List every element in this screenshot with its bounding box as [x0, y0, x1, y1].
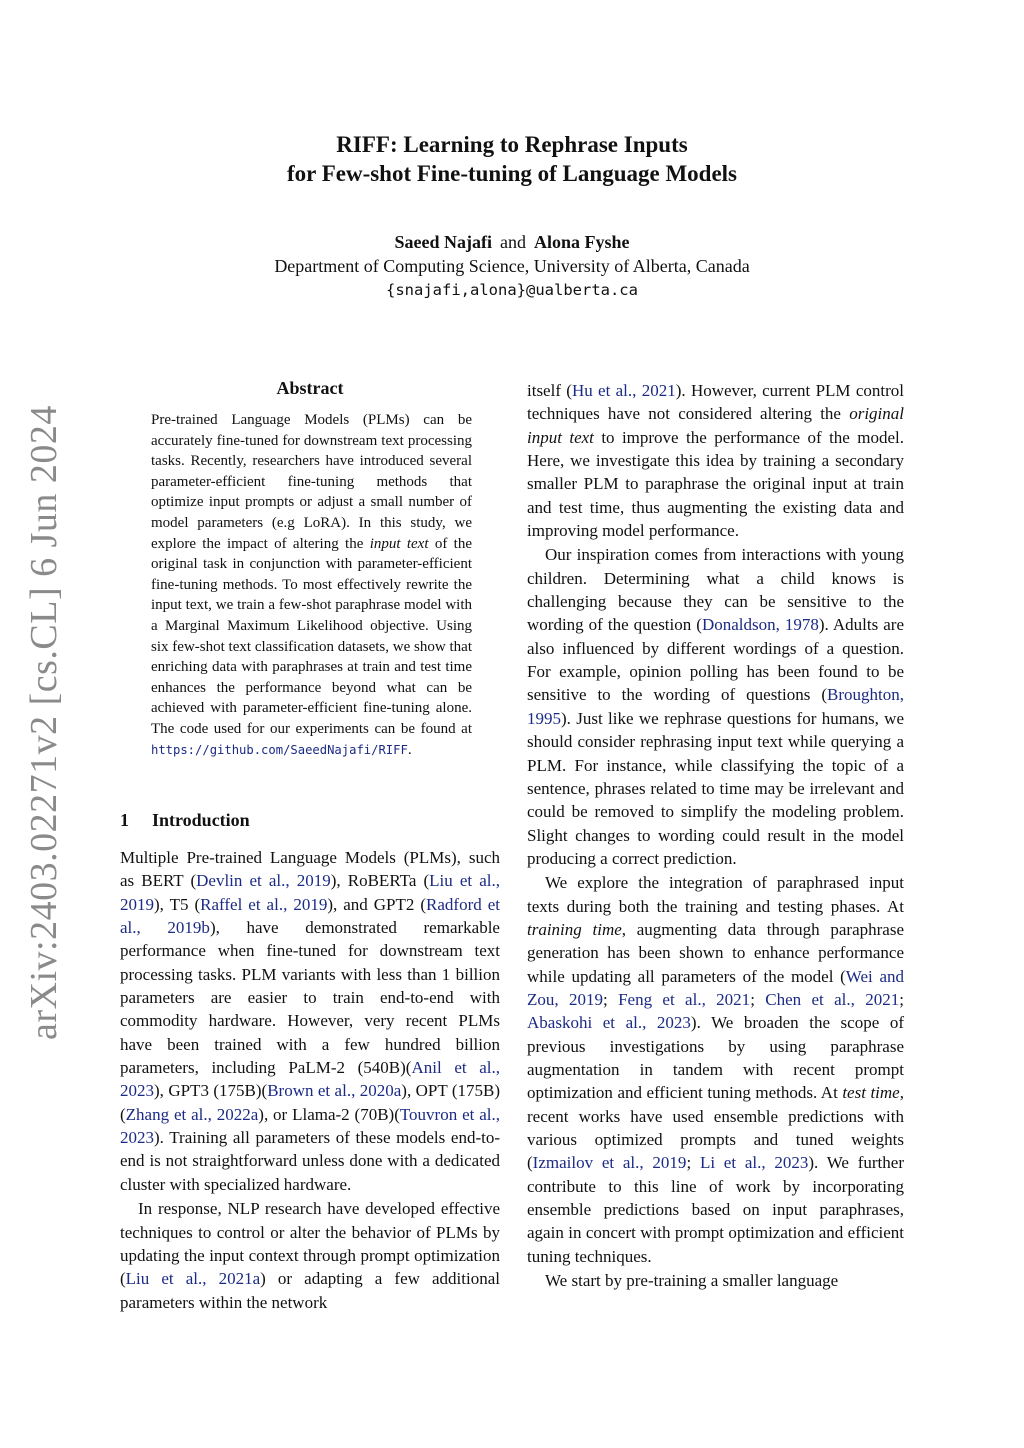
- section-heading: [120, 810, 250, 831]
- author-block: [0, 230, 1024, 302]
- citation-link[interactable]: Zhang et al., 2022a: [125, 1104, 259, 1124]
- citation-link[interactable]: Brown et al., 2020a: [267, 1081, 402, 1101]
- arxiv-identifier: arXiv:2403.02271v2 [cs.CL] 6 Jun 2024: [23, 405, 65, 1040]
- citation-link[interactable]: Feng et al., 2021: [618, 989, 751, 1009]
- paragraph: itself (Hu et al., 2021). However, current PLM control techniques have not considered altering the original input text to improve the performance of the model. Here, we investigate this idea by training a secondary smaller PLM to paraphrase the original input at train and test time, thus augmenting the existing data and improving model performance.: [527, 381, 904, 541]
- paragraph: Multiple Pre-trained Language Models (PLMs), such as BERT (Devlin et al., 2019), RoBERTa (Liu et al., 2019), T5 (Raffel et al., 2019), and GPT2 (Radford et al., 2019b), have demonstrated remarkable performance when fine-tuned for downstream text processing tasks. PLM variants with less than 1 billion parameters are easier to train end-to-end with commodity hardware. However, very recent PLMs have been trained with a few hundred billion parameters, including PaLM-2 (540B)(Anil et al., 2023), GPT3 (175B)(Brown et al., 2020a), OPT (175B)(Zhang et al., 2022a), or Llama-2 (70B)(Touvron et al., 2023). Training all parameters of these models end-to-end is not straightforward unless done with a dedicated cluster with specialized hardware.: [120, 848, 501, 1194]
- right-column: [527, 379, 904, 1292]
- citation-link[interactable]: Donaldson, 1978: [701, 615, 819, 635]
- paper-title: [0, 130, 1024, 188]
- author-emails: {snajafi,alona}@ualberta.ca: [386, 281, 638, 299]
- citation-link[interactable]: Radford et al., 2019b: [120, 894, 500, 938]
- title-line-2: for Few-shot Fine-tuning of Language Models: [287, 161, 737, 186]
- affiliation: Department of Computing Science, University of Alberta, Canada: [274, 256, 750, 276]
- citation-link[interactable]: Chen et al., 2021: [765, 989, 900, 1009]
- citation-link[interactable]: Raffel et al., 2019: [200, 894, 328, 914]
- paragraph: Our inspiration comes from interactions with young children. Determining what a child knows is challenging because they can be sensitive to the wording of the question (Donaldson, 1978). Adults are also influenced by different wordings of a question. For example, opinion polling has been found to be sensitive to the wording of questions (Broughton, 1995). Just like we rephrase questions for humans, we should consider rephrasing input text while querying a PLM. For instance, while classifying the topic of a sentence, phrases related to time may be irrelevant and could be removed to simplify the modeling problem. Slight changes to wording could result in the model producing a correct prediction.: [527, 545, 904, 868]
- citation-link[interactable]: Abaskohi et al., 2023: [527, 1013, 691, 1033]
- section-title: Introduction: [152, 810, 250, 830]
- author-2: Alona Fyshe: [533, 232, 630, 252]
- abstract-text: Pre-trained Language Models (PLMs) can be accurately fine-tuned for downstream text processing tasks. Recently, researchers have introduced several parameter-efficient fine-tuning methods that optimize input prompts or adjust a small number of model parameters (e.g LoRA). In this study, we explore the impact of altering the: [151, 412, 472, 552]
- citation-link[interactable]: Anil et al., 2023: [120, 1058, 501, 1101]
- citation-link[interactable]: Broughton, 1995: [527, 685, 904, 728]
- citation-link[interactable]: Devlin et al., 2019: [196, 871, 331, 891]
- citation-link[interactable]: Li et al., 2023: [699, 1153, 809, 1173]
- paragraph: We explore the integration of paraphrased input texts during both the training and testing phases. At training time, augmenting data through paraphrase generation has been shown to enhance performance while updating all parameters of the model (Wei and Zou, 2019; Feng et al., 2021; Chen et al., 2021; Abaskohi et al., 2023). We broaden the scope of previous investigations by using paraphrase augmentation in tandem with recent prompt optimization and efficient tuning methods. At test time, recent works have used ensemble predictions with various optimized prompts and tuned weights (Izmailov et al., 2019; Li et al., 2023). We further contribute to this line of work by incorporating ensemble predictions based on input paraphrases, again in concert with prompt optimization and efficient tuning techniques.: [527, 873, 904, 1266]
- citation-link[interactable]: Wei and Zou, 2019: [527, 966, 904, 1009]
- author-1: Saeed Najafi: [394, 232, 492, 252]
- citation-link[interactable]: Izmailov et al., 2019: [532, 1153, 687, 1173]
- author-names: [0, 230, 1024, 254]
- abstract-body: [151, 410, 472, 760]
- section-number: 1: [120, 810, 129, 830]
- abstract-emphasis: input text: [369, 535, 429, 552]
- author-separator: and: [499, 232, 526, 252]
- citation-link[interactable]: Touvron et al., 2023: [120, 1104, 500, 1148]
- emphasis: original input text: [527, 404, 904, 447]
- abstract-text-2: of the original task in conjunction with parameter-efficient fine-tuning methods. To most effectively rewrite the input text, we train a few-shot paraphrase model with a Marginal Maximum Likelihood objective. Using six few-shot text classification datasets, we show that enriching data with paraphrases at train and test time enhances the performance beyond what can be achieved with parameter-efficient fine-tuning alone. The code used for our experiments can be found at: [151, 535, 472, 737]
- emphasis: training time: [527, 919, 622, 939]
- citation-link[interactable]: Liu et al., 2019: [120, 871, 500, 914]
- paragraph: In response, NLP research have developed effective techniques to control or alter the behavior of PLMs by updating the input context through prompt optimization (Liu et al., 2021a) or adapting a few additional parameters within the network: [120, 1199, 500, 1312]
- paragraph: We start by pre-training a smaller language: [545, 1271, 839, 1291]
- code-link[interactable]: https://github.com/SaeedNajafi/RIFF: [151, 742, 408, 757]
- title-line-1: RIFF: Learning to Rephrase Inputs: [336, 132, 688, 157]
- emphasis: test time: [842, 1083, 900, 1103]
- citation-link[interactable]: Liu et al., 2021a: [125, 1269, 261, 1289]
- citation-link[interactable]: Hu et al., 2021: [571, 381, 676, 400]
- abstract-heading: Abstract: [276, 378, 344, 398]
- left-column: [120, 846, 500, 1314]
- abstract-end: .: [407, 741, 412, 758]
